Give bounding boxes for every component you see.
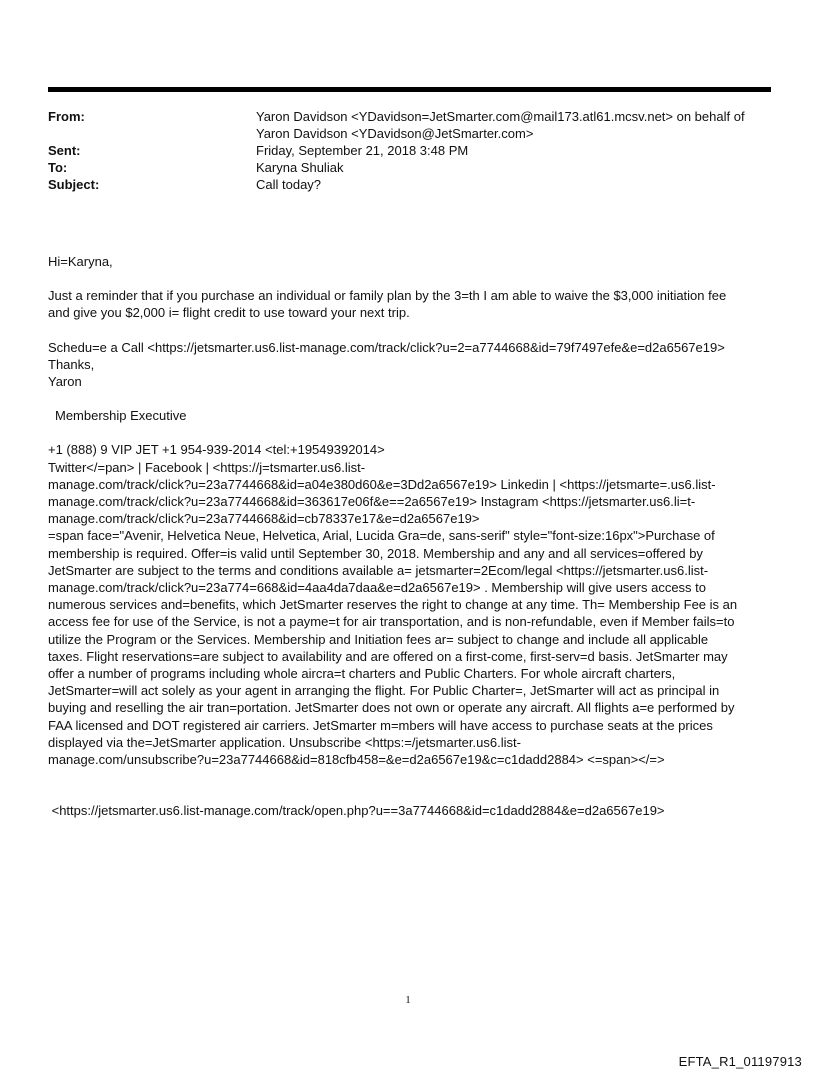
social-line[interactable]: manage.com/track/click?u=23a7744668&id=cb78337e17&e=d2a6567e19>: [48, 511, 480, 527]
legal-line: JetSmarter=will act solely as your agent in arranging the flight. For Public Charter=, JetSmarter will act as principal in: [48, 683, 720, 699]
legal-line[interactable]: manage.com/unsubscribe?u=23a7744668&id=818cfb458=&e=d2a6567e19&c=c1dadd2884> <=span></=>: [48, 752, 665, 768]
schedule-call-link[interactable]: Schedu=e a Call <https://jetsmarter.us6.list-manage.com/track/click?u=2=a7744668&id=79f7497efe&e=d2a6567e19>: [48, 339, 725, 355]
legal-line[interactable]: JetSmarter are subject to the terms and conditions available a= jetsmarter=2Ecom/legal <https://jetsmarter.us6.list-: [48, 562, 709, 578]
greeting: Hi=Karyna,: [48, 254, 113, 269]
subject-value: Call today?: [256, 177, 322, 192]
header-rule: [48, 87, 771, 92]
email-body: [48, 253, 770, 819]
tracking-link[interactable]: <https://jetsmarter.us6.list-manage.com/track/open.php?u==3a7744668&id=c1dadd2884&e=d2a6567e19>: [48, 803, 665, 819]
to-label: To:: [48, 160, 68, 175]
social-line[interactable]: manage.com/track/click?u=23a7744668&id=363617e06f&e==2a6567e19> Instagram <https://jetsmarter.us6.li=t-: [48, 494, 696, 510]
legal-line: access fee for use of the Service, is not a payme=t for air transportation, and is non-refundable, even if Member fails=to: [48, 614, 735, 630]
sent-row: [48, 142, 771, 159]
reminder-line-1: Just a reminder that if you purchase an individual or family plan by the 3=th I am able to waive the $3,000 initiation fee: [48, 288, 727, 304]
legal-line: buying and reselling the air tran=portation. JetSmarter does not own or operate any aircraft. All flights a=e performed by: [48, 700, 735, 716]
document-id: EFTA_R1_01197913: [678, 1054, 802, 1069]
signature-title: Membership Executive: [55, 408, 187, 424]
thanks: Thanks,: [48, 356, 95, 372]
subject-row: [48, 176, 771, 193]
from-line-2: Yaron Davidson <YDavidson@JetSmarter.com>: [256, 126, 534, 141]
legal-line: offer a number of programs including whole aircra=t charters and Public Charters. For whole aircraft charters,: [48, 666, 676, 682]
social-line[interactable]: manage.com/track/click?u=23a7744668&id=a04e380d60&e=3Dd2a6567e19> Linkedin | <https://jetsmarte=.us6.list-: [48, 476, 716, 492]
from-line-1: Yaron Davidson <YDavidson=JetSmarter.com@mail173.atl61.mcsv.net> on behalf of: [256, 109, 745, 124]
page-number: 1: [405, 994, 411, 1006]
legal-line: utilize the Program or the Services. Membership and Initiation fees ar= subject to change and include all applicable: [48, 631, 709, 647]
social-line[interactable]: Twitter</=pan> | Facebook | <https://j=tsmarter.us6.list-: [48, 459, 366, 475]
signature-name: Yaron: [48, 374, 82, 390]
to-value: Karyna Shuliak: [256, 160, 344, 175]
phone-line[interactable]: +1 (888) 9 VIP JET +1 954-939-2014 <tel:+19549392014>: [48, 442, 385, 458]
sent-value: Friday, September 21, 2018 3:48 PM: [256, 143, 469, 158]
email-header: [48, 108, 771, 193]
legal-line: =span face="Avenir, Helvetica Neue, Helvetica, Arial, Lucida Gra=de, sans-serif" style="font-size:16px">Purchase of: [48, 528, 715, 544]
reminder-line-2: and give you $2,000 i= flight credit to use toward your next trip.: [48, 305, 410, 321]
legal-line: numerous services and=benefits, which JetSmarter reserves the right to change at any time. Th= Membership Fee is an: [48, 597, 738, 613]
legal-line: FAA licensed and DOT registered air carriers. JetSmarter m=mbers will have access to purchase seats at the prices: [48, 717, 713, 733]
legal-line[interactable]: manage.com/track/click?u=23a774=668&id=4aa4da7daa&e=d2a6567e19> . Membership will give users access to: [48, 580, 707, 596]
from-value: [256, 108, 771, 142]
legal-line: taxes. Flight reservations=are subject to availability and are offered on a first-come, first-serv=d basis. JetSmarter may: [48, 648, 728, 664]
sent-label: Sent:: [48, 143, 81, 158]
from-label: From:: [48, 109, 85, 124]
to-row: [48, 159, 771, 176]
subject-label: Subject:: [48, 177, 100, 192]
legal-line[interactable]: displayed via the=JetSmarter application. Unsubscribe <https:=/jetsmarter.us6.list-: [48, 734, 521, 750]
legal-line: membership is required. Offer=is valid until September 30, 2018. Membership and any and all services=offered by: [48, 545, 703, 561]
from-row: [48, 108, 771, 142]
